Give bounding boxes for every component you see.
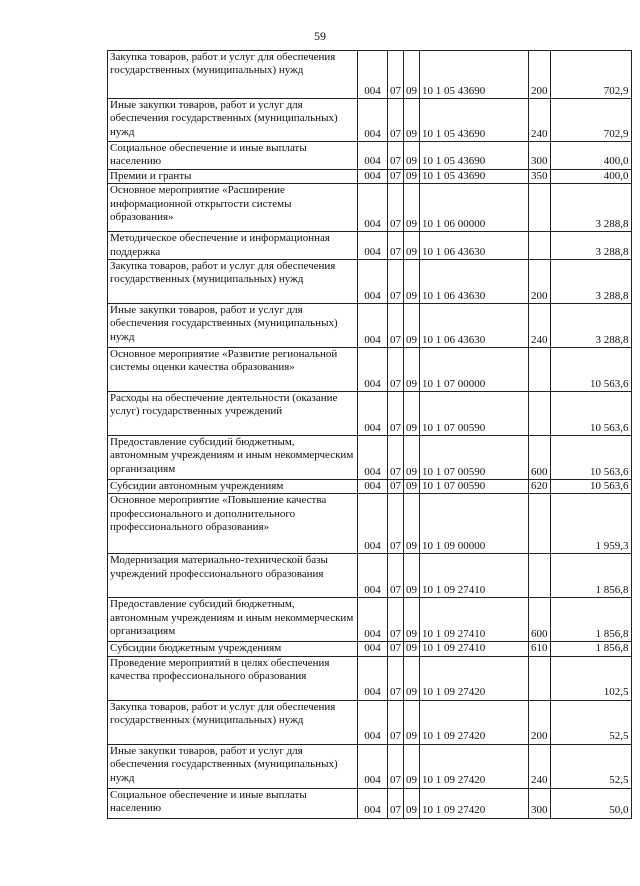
subsection-code: 09: [404, 392, 420, 436]
subsection-code: 09: [404, 260, 420, 304]
amount: 52,5: [550, 744, 631, 788]
expense-type-code: 200: [529, 260, 551, 304]
expense-type-code: [529, 392, 551, 436]
expense-name: Иные закупки товаров, работ и услуг для обеспечения государственных (муниципальных) нужд: [108, 744, 358, 788]
budget-table-body: [108, 51, 632, 819]
table-row: [108, 99, 632, 142]
expense-name: Методическое обеспечение и информационная поддержка: [108, 232, 358, 260]
subsection-code: 09: [404, 99, 420, 142]
target-item-code: 10 1 06 43630: [420, 260, 529, 304]
table-row: [108, 184, 632, 232]
target-item-code: 10 1 09 27410: [420, 554, 529, 598]
target-item-code: 10 1 09 27420: [420, 700, 529, 744]
page-number: 59: [314, 29, 326, 43]
amount: 3 288,8: [550, 232, 631, 260]
section-code: 07: [388, 348, 404, 392]
subsection-code: 09: [404, 788, 420, 818]
amount: 52,5: [550, 700, 631, 744]
table-row: [108, 169, 632, 183]
amount: 10 563,6: [550, 348, 631, 392]
target-item-code: 10 1 07 00000: [420, 348, 529, 392]
table-row: [108, 51, 632, 99]
table-row: [108, 656, 632, 700]
department-code: 004: [358, 392, 388, 436]
table-row: [108, 642, 632, 656]
section-code: 07: [388, 656, 404, 700]
amount: 10 563,6: [550, 436, 631, 480]
department-code: 004: [358, 480, 388, 494]
expense-type-code: 620: [529, 480, 551, 494]
section-code: 07: [388, 494, 404, 554]
subsection-code: 09: [404, 554, 420, 598]
subsection-code: 09: [404, 184, 420, 232]
expense-name: Основное мероприятие «Повышение качества профессионального и дополнительного профессионального образования»: [108, 494, 358, 554]
section-code: 07: [388, 744, 404, 788]
expense-type-code: 350: [529, 169, 551, 183]
expense-type-code: 240: [529, 744, 551, 788]
section-code: 07: [388, 436, 404, 480]
amount: 10 563,6: [550, 392, 631, 436]
expense-type-code: 300: [529, 142, 551, 170]
section-code: 07: [388, 554, 404, 598]
department-code: 004: [358, 142, 388, 170]
department-code: 004: [358, 184, 388, 232]
target-item-code: 10 1 06 43630: [420, 304, 529, 348]
amount: 3 288,8: [550, 304, 631, 348]
department-code: 004: [358, 788, 388, 818]
table-row: [108, 232, 632, 260]
department-code: 004: [358, 348, 388, 392]
expense-type-code: 200: [529, 51, 551, 99]
target-item-code: 10 1 09 27420: [420, 744, 529, 788]
amount: 102,5: [550, 656, 631, 700]
expense-type-code: [529, 656, 551, 700]
target-item-code: 10 1 05 43690: [420, 169, 529, 183]
expense-type-code: 610: [529, 642, 551, 656]
department-code: 004: [358, 598, 388, 642]
subsection-code: 09: [404, 700, 420, 744]
department-code: 004: [358, 744, 388, 788]
expense-name: Иные закупки товаров, работ и услуг для обеспечения государственных (муниципальных) нужд: [108, 99, 358, 142]
target-item-code: 10 1 09 27410: [420, 642, 529, 656]
table-row: [108, 304, 632, 348]
expense-type-code: 600: [529, 598, 551, 642]
section-code: 07: [388, 184, 404, 232]
expense-type-code: 200: [529, 700, 551, 744]
target-item-code: 10 1 06 00000: [420, 184, 529, 232]
expense-type-code: [529, 554, 551, 598]
expense-name: Основное мероприятие «Расширение информационной открытости системы образования»: [108, 184, 358, 232]
amount: 3 288,8: [550, 184, 631, 232]
target-item-code: 10 1 07 00590: [420, 392, 529, 436]
department-code: 004: [358, 169, 388, 183]
table-row: [108, 700, 632, 744]
amount: 400,0: [550, 142, 631, 170]
department-code: 004: [358, 99, 388, 142]
department-code: 004: [358, 642, 388, 656]
expense-type-code: [529, 348, 551, 392]
expense-name: Модернизация материально-технической базы учреждений профессионального образования: [108, 554, 358, 598]
expense-name: Предоставление субсидий бюджетным, автономным учреждениям и иным некоммерческим организациям: [108, 436, 358, 480]
amount: 702,9: [550, 51, 631, 99]
expense-type-code: [529, 184, 551, 232]
table-row: [108, 392, 632, 436]
amount: 400,0: [550, 169, 631, 183]
amount: 1 856,8: [550, 554, 631, 598]
budget-table: [107, 50, 632, 819]
section-code: 07: [388, 304, 404, 348]
table-row: [108, 260, 632, 304]
subsection-code: 09: [404, 598, 420, 642]
expense-name: Социальное обеспечение и иные выплаты населению: [108, 142, 358, 170]
department-code: 004: [358, 51, 388, 99]
target-item-code: 10 1 09 27420: [420, 656, 529, 700]
expense-name: Закупка товаров, работ и услуг для обеспечения государственных (муниципальных) нужд: [108, 260, 358, 304]
department-code: 004: [358, 554, 388, 598]
subsection-code: 09: [404, 51, 420, 99]
table-row: [108, 554, 632, 598]
target-item-code: 10 1 05 43690: [420, 142, 529, 170]
amount: 50,0: [550, 788, 631, 818]
target-item-code: 10 1 09 27410: [420, 598, 529, 642]
target-item-code: 10 1 07 00590: [420, 436, 529, 480]
target-item-code: 10 1 05 43690: [420, 99, 529, 142]
subsection-code: 09: [404, 348, 420, 392]
department-code: 004: [358, 494, 388, 554]
amount: 1 856,8: [550, 642, 631, 656]
department-code: 004: [358, 700, 388, 744]
expense-type-code: 300: [529, 788, 551, 818]
expense-name: Закупка товаров, работ и услуг для обеспечения государственных (муниципальных) нужд: [108, 700, 358, 744]
subsection-code: 09: [404, 744, 420, 788]
amount: 1 856,8: [550, 598, 631, 642]
department-code: 004: [358, 436, 388, 480]
subsection-code: 09: [404, 642, 420, 656]
expense-name: Иные закупки товаров, работ и услуг для обеспечения государственных (муниципальных) нужд: [108, 304, 358, 348]
target-item-code: 10 1 05 43690: [420, 51, 529, 99]
table-row: [108, 348, 632, 392]
target-item-code: 10 1 06 43630: [420, 232, 529, 260]
expense-name: Предоставление субсидий бюджетным, автономным учреждениям и иным некоммерческим организациям: [108, 598, 358, 642]
subsection-code: 09: [404, 142, 420, 170]
table-row: [108, 598, 632, 642]
expense-name: Закупка товаров, работ и услуг для обеспечения государственных (муниципальных) нужд: [108, 51, 358, 99]
amount: 702,9: [550, 99, 631, 142]
expense-type-code: 240: [529, 99, 551, 142]
expense-type-code: 240: [529, 304, 551, 348]
subsection-code: 09: [404, 480, 420, 494]
subsection-code: 09: [404, 304, 420, 348]
expense-type-code: 600: [529, 436, 551, 480]
table-row: [108, 494, 632, 554]
section-code: 07: [388, 642, 404, 656]
section-code: 07: [388, 260, 404, 304]
table-row: [108, 436, 632, 480]
expense-name: Расходы на обеспечение деятельности (оказание услуг) государственных учреждений: [108, 392, 358, 436]
target-item-code: 10 1 07 00590: [420, 480, 529, 494]
section-code: 07: [388, 480, 404, 494]
expense-name: Основное мероприятие «Развитие региональной системы оценки качества образования»: [108, 348, 358, 392]
amount: 1 959,3: [550, 494, 631, 554]
subsection-code: 09: [404, 656, 420, 700]
section-code: 07: [388, 700, 404, 744]
table-row: [108, 744, 632, 788]
department-code: 004: [358, 656, 388, 700]
expense-name: Социальное обеспечение и иные выплаты населению: [108, 788, 358, 818]
table-row: [108, 142, 632, 170]
subsection-code: 09: [404, 169, 420, 183]
section-code: 07: [388, 51, 404, 99]
section-code: 07: [388, 232, 404, 260]
expense-name: Проведение мероприятий в целях обеспечения качества профессионального образования: [108, 656, 358, 700]
section-code: 07: [388, 99, 404, 142]
subsection-code: 09: [404, 436, 420, 480]
amount: 3 288,8: [550, 260, 631, 304]
expense-type-code: [529, 494, 551, 554]
amount: 10 563,6: [550, 480, 631, 494]
expense-type-code: [529, 232, 551, 260]
expense-name: Субсидии бюджетным учреждениям: [108, 642, 358, 656]
target-item-code: 10 1 09 27420: [420, 788, 529, 818]
department-code: 004: [358, 232, 388, 260]
expense-name: Премии и гранты: [108, 169, 358, 183]
subsection-code: 09: [404, 494, 420, 554]
expense-name: Субсидии автономным учреждениям: [108, 480, 358, 494]
department-code: 004: [358, 260, 388, 304]
section-code: 07: [388, 598, 404, 642]
section-code: 07: [388, 392, 404, 436]
section-code: 07: [388, 169, 404, 183]
table-row: [108, 788, 632, 818]
department-code: 004: [358, 304, 388, 348]
target-item-code: 10 1 09 00000: [420, 494, 529, 554]
table-row: [108, 480, 632, 494]
section-code: 07: [388, 142, 404, 170]
section-code: 07: [388, 788, 404, 818]
subsection-code: 09: [404, 232, 420, 260]
